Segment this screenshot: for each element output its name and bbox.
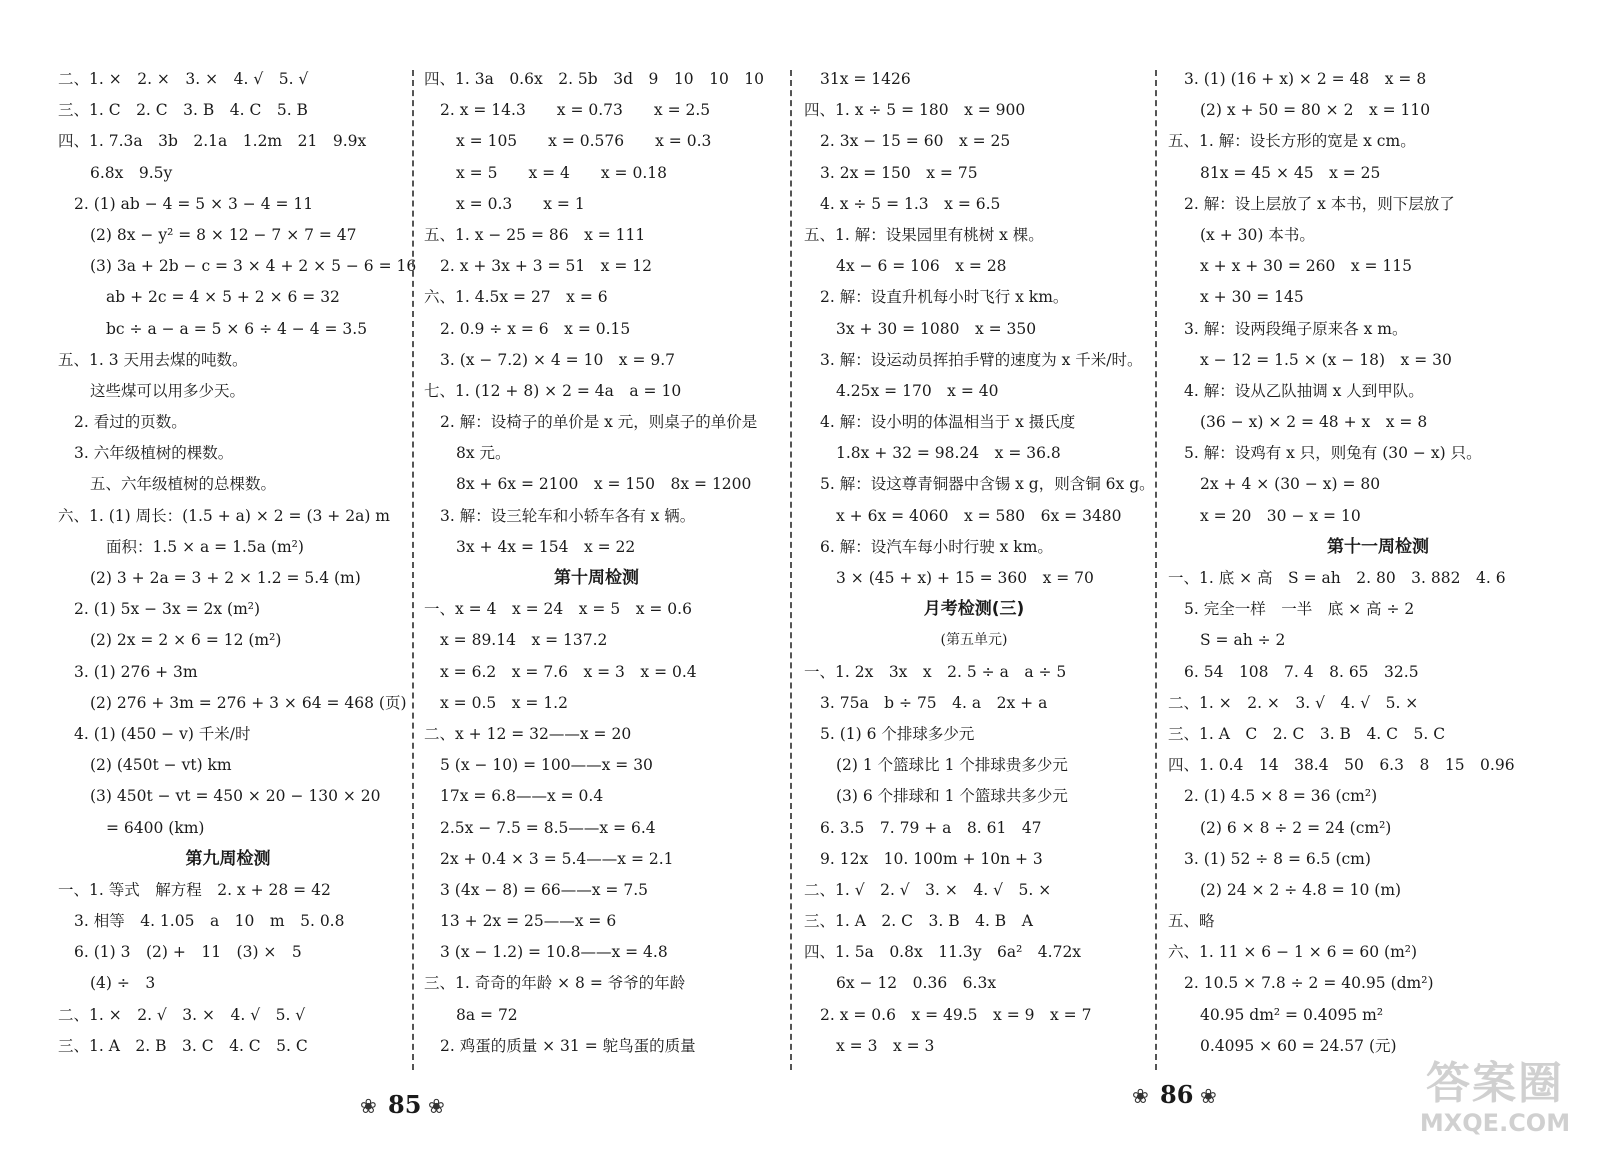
answer-line: (2) 276 + 3m = 276 + 3 × 64 = 468 (页) bbox=[90, 693, 407, 712]
answer-line: 2x + 0.4 × 3 = 5.4——x = 2.1 bbox=[440, 849, 674, 868]
answer-line: 2x + 4 × (30 − x) = 80 bbox=[1200, 475, 1381, 494]
answer-line: 面积：1.5 × a = 1.5a (m²) bbox=[106, 537, 304, 556]
answer-line: x − 12 = 1.5 × (x − 18) x = 30 bbox=[1200, 350, 1452, 369]
answer-line: 2. 解：设上层放了 x 本书，则下层放了 bbox=[1184, 194, 1455, 213]
answer-line: 31x = 1426 bbox=[820, 70, 911, 88]
answer-line: 3. (1) (16 + x) × 2 = 48 x = 8 bbox=[1184, 70, 1427, 88]
answer-line: 3 (x − 1.2) = 10.8——x = 4.8 bbox=[440, 943, 668, 962]
answer-line: 6. 54 108 7. 4 8. 65 32.5 bbox=[1184, 662, 1419, 681]
answer-line: 2. 10.5 × 7.8 ÷ 2 = 40.95 (dm²) bbox=[1184, 974, 1434, 993]
answer-line: 四、1. 5a 0.8x 11.3y 6a² 4.72x bbox=[804, 943, 1082, 962]
answer-line: (4) ÷ 3 bbox=[90, 974, 156, 993]
answer-line: (3) 6 个排球和 1 个篮球共多少元 bbox=[836, 787, 1068, 806]
answer-line: 8x 元。 bbox=[456, 444, 511, 463]
answer-line: 3. 六年级植树的棵数。 bbox=[74, 444, 234, 463]
section-subheading: (第五单元) bbox=[940, 632, 1008, 649]
answer-line: 一、1. 2x 3x x 2. 5 ÷ a a ÷ 5 bbox=[804, 662, 1067, 681]
answer-line: ab + 2c = 4 × 5 + 2 × 6 = 32 bbox=[106, 288, 340, 307]
answer-line: x = 0.5 x = 1.2 bbox=[440, 693, 568, 712]
answer-line: 2. 0.9 ÷ x = 6 x = 0.15 bbox=[440, 319, 631, 338]
answer-line: 四、1. x ÷ 5 = 180 x = 900 bbox=[804, 101, 1026, 120]
answer-line: x + 30 = 145 bbox=[1200, 288, 1304, 307]
answer-line: 5. (1) 6 个排球多少元 bbox=[820, 724, 975, 743]
answer-line: (2) 3 + 2a = 3 + 2 × 1.2 = 5.4 (m) bbox=[90, 569, 361, 587]
answer-line: 二、1. × 2. √ 3. × 4. √ 5. √ bbox=[58, 1005, 306, 1024]
answer-line: 4. 解：设从乙队抽调 x 人到甲队。 bbox=[1184, 381, 1424, 400]
answer-line: 3 (4x − 8) = 66——x = 7.5 bbox=[440, 880, 648, 899]
answer-line: 五、1. x − 25 = 86 x = 111 bbox=[424, 225, 646, 244]
answer-line: 2. 解：设直升机每小时飞行 x km。 bbox=[820, 288, 1069, 307]
section-heading: 第十一周检测 bbox=[1327, 536, 1429, 557]
answer-line: 四、1. 0.4 14 38.4 50 6.3 8 15 0.96 bbox=[1168, 756, 1515, 775]
answer-line: 8x + 6x = 2100 x = 150 8x = 1200 bbox=[456, 475, 752, 494]
answer-line: (x + 30) 本书。 bbox=[1200, 225, 1315, 244]
section-heading: 第十周检测 bbox=[554, 568, 639, 588]
answer-line: 17x = 6.8——x = 0.4 bbox=[440, 787, 604, 806]
answer-line: 六、1. (1) 周长：(1.5 + a) × 2 = (3 + 2a) m bbox=[58, 506, 390, 525]
column-divider bbox=[1155, 70, 1157, 1070]
answer-line: 一、1. 底 × 高 S = ah 2. 80 3. 882 4. 6 bbox=[1168, 569, 1506, 587]
flower-ornament-icon: ❀ bbox=[1132, 1084, 1149, 1108]
answer-line: 3x + 30 = 1080 x = 350 bbox=[836, 319, 1037, 338]
answer-line: 13 + 2x = 25——x = 6 bbox=[440, 912, 617, 931]
flower-ornament-icon: ❀ bbox=[360, 1094, 377, 1118]
answer-line: 6. 解：设汽车每小时行驶 x km。 bbox=[820, 537, 1053, 556]
answer-line: bc ÷ a − a = 5 × 6 ÷ 4 − 4 = 3.5 bbox=[106, 319, 368, 338]
answer-line: 2. (1) ab − 4 = 5 × 3 − 4 = 11 bbox=[74, 194, 314, 213]
answer-line: 四、1. 3a 0.6x 2. 5b 3d 9 10 10 10 bbox=[424, 70, 765, 88]
column-3 bbox=[804, 64, 1155, 1062]
answer-line: 6.8x 9.5y bbox=[90, 163, 173, 182]
answer-line: x = 20 30 − x = 10 bbox=[1200, 506, 1361, 525]
answer-line: 五、1. 解：设果园里有桃树 x 棵。 bbox=[804, 225, 1044, 244]
answer-line: 五、1. 解：设长方形的宽是 x cm。 bbox=[1168, 132, 1416, 151]
answer-line: 5 (x − 10) = 100——x = 30 bbox=[440, 756, 653, 775]
answer-line: x + 6x = 4060 x = 580 6x = 3480 bbox=[836, 506, 1122, 525]
answer-line: 2. 3x − 15 = 60 x = 25 bbox=[820, 132, 1011, 151]
answer-line: 2. x = 0.6 x = 49.5 x = 9 x = 7 bbox=[820, 1005, 1092, 1024]
watermark-url: MXQE.COM bbox=[1419, 1109, 1571, 1137]
answer-line: 3 × (45 + x) + 15 = 360 x = 70 bbox=[836, 569, 1094, 587]
answer-line: (3) 3a + 2b − c = 3 × 4 + 2 × 5 − 6 = 16 bbox=[90, 257, 417, 276]
answer-line: 2. (1) 5x − 3x = 2x (m²) bbox=[74, 600, 261, 619]
answer-line: 3. 75a b ÷ 75 4. a 2x + a bbox=[820, 693, 1048, 712]
answer-line: 五、略 bbox=[1168, 912, 1215, 931]
answer-line: 4. x ÷ 5 = 1.3 x = 6.5 bbox=[820, 194, 1001, 213]
answer-line: 4. (1) (450 − v) 千米/时 bbox=[74, 724, 251, 743]
answer-line: 2. 解：设椅子的单价是 x 元，则桌子的单价是 bbox=[440, 413, 758, 432]
answer-line: 三、1. 奇奇的年龄 × 8 = 爷爷的年龄 bbox=[424, 974, 686, 993]
answer-line: 5. 完全一样 一半 底 × 高 ÷ 2 bbox=[1184, 600, 1415, 619]
answer-line: 四、1. 7.3a 3b 2.1a 1.2m 21 9.9x bbox=[58, 132, 367, 151]
answer-line: x = 5 x = 4 x = 0.18 bbox=[456, 163, 667, 182]
flower-ornament-icon: ❀ bbox=[1200, 1084, 1217, 1108]
answer-line: 1.8x + 32 = 98.24 x = 36.8 bbox=[836, 444, 1061, 463]
answer-line: 这些煤可以用多少天。 bbox=[90, 381, 246, 400]
answer-line: 七、1. (12 + 8) × 2 = 4a a = 10 bbox=[424, 381, 682, 400]
section-heading: 第九周检测 bbox=[185, 848, 271, 869]
answer-line: 2. (1) 4.5 × 8 = 36 (cm²) bbox=[1184, 787, 1378, 806]
answer-line: 4x − 6 = 106 x = 28 bbox=[836, 257, 1007, 276]
answer-line: (2) x + 50 = 80 × 2 x = 110 bbox=[1200, 101, 1431, 120]
answer-line: 81x = 45 × 45 x = 25 bbox=[1200, 163, 1381, 182]
answer-line: (2) 24 × 2 ÷ 4.8 = 10 (m) bbox=[1200, 880, 1402, 899]
page-number-right: 86 bbox=[1160, 1080, 1194, 1109]
column-4 bbox=[1168, 64, 1588, 1062]
answer-line: 3x + 4x = 154 x = 22 bbox=[456, 537, 636, 556]
answer-line: x = 0.3 x = 1 bbox=[456, 194, 585, 213]
answer-line: 2. 看过的页数。 bbox=[74, 413, 187, 432]
answer-line: 六、1. 11 × 6 − 1 × 6 = 60 (m²) bbox=[1168, 943, 1418, 962]
answer-line: 6. (1) 3 (2) + 11 (3) × 5 bbox=[74, 943, 302, 962]
answer-line: 二、1. × 2. × 3. × 4. √ 5. √ bbox=[58, 70, 309, 88]
answer-line: (2) 6 × 8 ÷ 2 = 24 (cm²) bbox=[1200, 818, 1392, 837]
answer-line: 3. 解：设两段绳子原来各 x m。 bbox=[1184, 319, 1408, 338]
answer-line: 2. x + 3x + 3 = 51 x = 12 bbox=[440, 257, 652, 276]
answer-line: 3. (1) 276 + 3m bbox=[74, 662, 198, 681]
flower-ornament-icon: ❀ bbox=[428, 1094, 445, 1118]
answer-line: 4.25x = 170 x = 40 bbox=[836, 381, 999, 400]
answer-line: (2) 1 个篮球比 1 个排球贵多少元 bbox=[836, 756, 1068, 775]
answer-line: x + x + 30 = 260 x = 115 bbox=[1200, 257, 1412, 276]
answer-line: 2.5x − 7.5 = 8.5——x = 6.4 bbox=[440, 818, 656, 837]
answer-line: 5. 解：设这尊青铜器中含锡 x g，则含铜 6x g。 bbox=[820, 475, 1155, 494]
column-divider bbox=[412, 70, 414, 1070]
answer-line: 二、x + 12 = 32——x = 20 bbox=[424, 724, 632, 743]
answer-line: 三、1. A 2. C 3. B 4. B A bbox=[804, 912, 1033, 931]
answer-line: 三、1. A 2. B 3. C 4. C 5. C bbox=[58, 1036, 308, 1055]
answer-line: 6x − 12 0.36 6.3x bbox=[836, 974, 997, 993]
answer-line: 3. 解：设三轮车和小轿车各有 x 辆。 bbox=[440, 506, 696, 525]
answer-line: 4. 解：设小明的体温相当于 x 摄氏度 bbox=[820, 413, 1076, 432]
column-divider bbox=[790, 70, 792, 1070]
answer-line: x = 6.2 x = 7.6 x = 3 x = 0.4 bbox=[440, 662, 697, 681]
answer-line: 0.4095 × 60 = 24.57 (元) bbox=[1200, 1036, 1397, 1055]
answer-line: (36 − x) × 2 = 48 + x x = 8 bbox=[1200, 413, 1428, 432]
section-heading: 月考检测(三) bbox=[923, 599, 1025, 620]
answer-line: 二、1. √ 2. √ 3. × 4. √ 5. × bbox=[804, 880, 1052, 899]
answer-line: 五、1. 3 天用去煤的吨数。 bbox=[58, 350, 248, 369]
answer-line: 6. 3.5 7. 79 + a 8. 61 47 bbox=[820, 818, 1042, 837]
answer-line: 三、1. A C 2. C 3. B 4. C 5. C bbox=[1168, 724, 1446, 743]
answer-line: 二、1. × 2. × 3. √ 4. √ 5. × bbox=[1168, 693, 1419, 712]
answer-line: 3. (1) 52 ÷ 8 = 6.5 (cm) bbox=[1184, 849, 1371, 868]
answer-line: (2) 8x − y² = 8 × 12 − 7 × 7 = 47 bbox=[90, 225, 357, 244]
answer-line: 5. 解：设鸡有 x 只，则兔有 (30 − x) 只。 bbox=[1184, 444, 1482, 463]
page-number-left: 85 bbox=[388, 1090, 422, 1119]
answer-line: 一、1. 等式 解方程 2. x + 28 = 42 bbox=[58, 880, 331, 899]
answer-line: 一、x = 4 x = 24 x = 5 x = 0.6 bbox=[424, 600, 692, 619]
column-1 bbox=[58, 64, 417, 1062]
watermark-logo bbox=[1400, 1058, 1590, 1136]
answer-line: 9. 12x 10. 100m + 10n + 3 bbox=[820, 849, 1043, 868]
column-2 bbox=[424, 64, 769, 1062]
answer-line: (2) 2x = 2 × 6 = 12 (m²) bbox=[90, 631, 282, 650]
answer-line: = 6400 (km) bbox=[106, 818, 205, 837]
answer-line: (2) (450t − vt) km bbox=[90, 756, 232, 775]
answer-line: 2. x = 14.3 x = 0.73 x = 2.5 bbox=[440, 101, 711, 120]
answer-line: 3. 2x = 150 x = 75 bbox=[820, 163, 978, 182]
answer-line: (3) 450t − vt = 450 × 20 − 130 × 20 bbox=[90, 787, 381, 806]
answer-line: 六、1. 4.5x = 27 x = 6 bbox=[424, 288, 608, 307]
answer-line: x = 105 x = 0.576 x = 0.3 bbox=[456, 132, 712, 151]
watermark-text: 答案圈 bbox=[1426, 1058, 1564, 1109]
answer-line: 8a = 72 bbox=[456, 1005, 518, 1024]
answer-line: 五、六年级植树的总棵数。 bbox=[90, 475, 277, 494]
answer-line: 三、1. C 2. C 3. B 4. C 5. B bbox=[58, 101, 308, 120]
answer-line: 3. 解：设运动员挥拍手臂的速度为 x 千米/时。 bbox=[820, 350, 1143, 369]
answer-line: 2. 鸡蛋的质量 × 31 = 鸵鸟蛋的质量 bbox=[440, 1036, 696, 1055]
answer-line: 3. 相等 4. 1.05 a 10 m 5. 0.8 bbox=[74, 912, 345, 931]
answer-line: S = ah ÷ 2 bbox=[1200, 631, 1286, 650]
answer-line: x = 3 x = 3 bbox=[836, 1036, 935, 1055]
answer-line: 40.95 dm² = 0.4095 m² bbox=[1200, 1005, 1384, 1024]
answer-line: 3. (x − 7.2) × 4 = 10 x = 9.7 bbox=[440, 350, 676, 369]
answer-line: x = 89.14 x = 137.2 bbox=[440, 631, 608, 650]
